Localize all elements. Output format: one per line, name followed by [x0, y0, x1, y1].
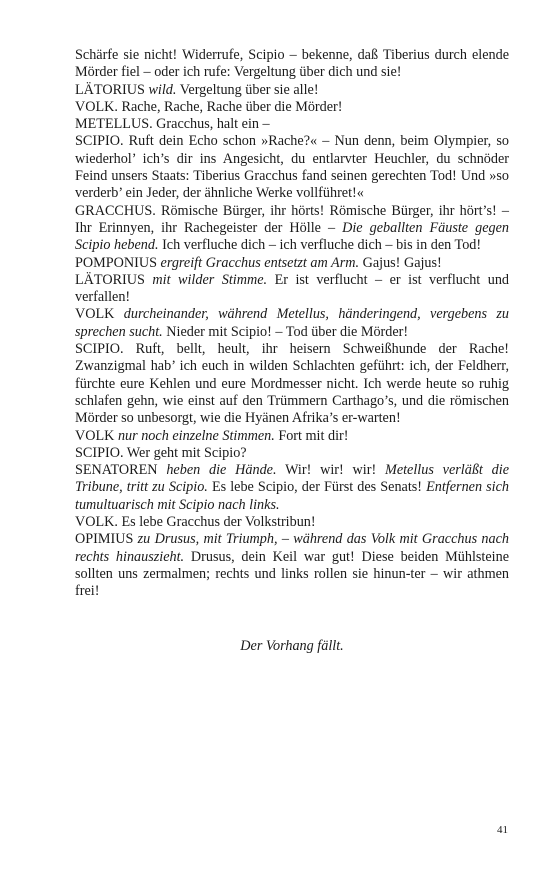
- speech-text: Wir! wir! wir!: [276, 462, 385, 479]
- stage-direction: wild.: [148, 81, 177, 98]
- page-number: 41: [497, 824, 508, 836]
- stage-direction: ergreift Gracchus entsetzt am Arm.: [160, 254, 360, 271]
- dialogue-paragraph: [75, 341, 509, 427]
- speech-text: Es lebe Scipio, der Fürst des Senats!: [207, 479, 427, 496]
- stage-direction: Entfernen sich tumultuarisch mit Scipio nach links.: [75, 479, 509, 513]
- speech-text: VOLK: [75, 306, 124, 323]
- dialogue-paragraph: [75, 462, 509, 514]
- speech-text: Er ist verflucht – er ist verflucht und verfallen!: [75, 271, 510, 306]
- dialogue-paragraph: [75, 99, 509, 116]
- stage-direction: zu Drusus, mit Triumph, – während das Volk mit Gracchus nach rechts hinauszieht.: [75, 531, 509, 565]
- dialogue-paragraph: [75, 514, 509, 531]
- stage-direction: Metellus verläßt die Tribune, tritt zu Scipio.: [75, 462, 509, 496]
- dialogue-paragraph: [75, 445, 509, 462]
- speech-text: LÄTORIUS: [75, 271, 153, 288]
- dialogue-paragraph: [75, 531, 509, 600]
- speech-text: POMPONIUS: [75, 254, 161, 271]
- speech-text: SCIPIO. Wer geht mit Scipio?: [75, 444, 247, 461]
- speech-text: VOLK. Es lebe Gracchus der Volkstribun!: [75, 514, 316, 531]
- speech-text: Schärfe sie nicht! Widerrufe, Scipio – bekenne, daß Tiberius durch elende Mörder fiel – oder ich rufe: Vergeltung über dich und sie!: [75, 47, 509, 81]
- dialogue-paragraph: [75, 47, 509, 82]
- speech-text: VOLK. Rache, Rache, Rache über die Mörder!: [75, 98, 343, 115]
- dialogue-paragraph: [75, 306, 509, 341]
- speech-text: LÄTORIUS: [75, 81, 149, 98]
- dialogue-paragraph: [75, 203, 509, 255]
- speech-text: SCIPIO. Ruft, bellt, heult, ihr heisern Schweißhunde der Rache! Zwanzigmal hab’ ich euch in wilden Schlachten geführt: ich, der Feldherr, fürchte eure Kehlen und eure Mordmesser nicht. Ich werde heute so ruhig schlafen gehn, wie einst auf den Trümmern Carthago’s, und die römischen Mörder so unbesorgt, wie die Hyänen Afrika’s er-warten!: [75, 341, 509, 427]
- speech-text: VOLK: [75, 427, 118, 444]
- speech-text: Vergeltung über sie alle!: [176, 81, 319, 98]
- dialogue-paragraph: [75, 82, 509, 99]
- speech-text: SENATOREN: [75, 462, 167, 479]
- speech-text: Nieder mit Scipio! – Tod über die Mörder!: [162, 323, 409, 340]
- stage-direction: durcheinander, während Metellus, händeringend, vergebens zu sprechen sucht.: [75, 306, 509, 340]
- speech-text: OPIMIUS: [75, 531, 138, 548]
- stage-direction: mit wilder Stimme.: [152, 271, 268, 288]
- dialogue-paragraph: [75, 116, 509, 133]
- dialogue-paragraph: [75, 133, 509, 202]
- speech-text: METELLUS. Gracchus, halt ein –: [75, 116, 270, 133]
- stage-direction: Die geballten Fäuste gegen Scipio hebend.: [75, 219, 509, 254]
- stage-direction-curtain: Der Vorhang fällt.: [240, 638, 344, 654]
- speech-text: Fort mit dir!: [274, 427, 349, 444]
- dialogue-text-block: [75, 47, 509, 601]
- dialogue-paragraph: [75, 272, 509, 307]
- speech-text: GRACCHUS. Römische Bürger, ihr hörts! Römische Bürger, ihr hört’s! – Ihr Erinnyen, ihr Rachegeister der Hölle –: [75, 202, 509, 236]
- stage-direction: nur noch einzelne Stimmen.: [117, 427, 275, 444]
- dialogue-paragraph: [75, 428, 509, 445]
- dialogue-paragraph: [75, 255, 509, 272]
- stage-direction: heben die Hände.: [166, 462, 277, 479]
- speech-text: Gajus! Gajus!: [359, 254, 442, 271]
- speech-text: SCIPIO. Ruft dein Echo schon »Rache?« – Nun denn, beim Olympier, so wiederhol’ ich’s dir ins Angesicht, du entlarvter Heuchler, du schnöder Feind unsers Staats: Tiberius Gracchus fand seinen gerechten Tod! Und »so verderb’ ein Jeder, der ähnliche Werke vollführet!«: [75, 133, 509, 202]
- speech-text: Ich verfluche dich – ich verfluche dich – bis in den Tod!: [158, 237, 482, 254]
- speech-text: Drusus, dein Keil war gut! Diese beiden Mühlsteine sollten uns zermalmen; rechts und links rollen sie hinun-ter – wir athmen frei!: [75, 548, 509, 600]
